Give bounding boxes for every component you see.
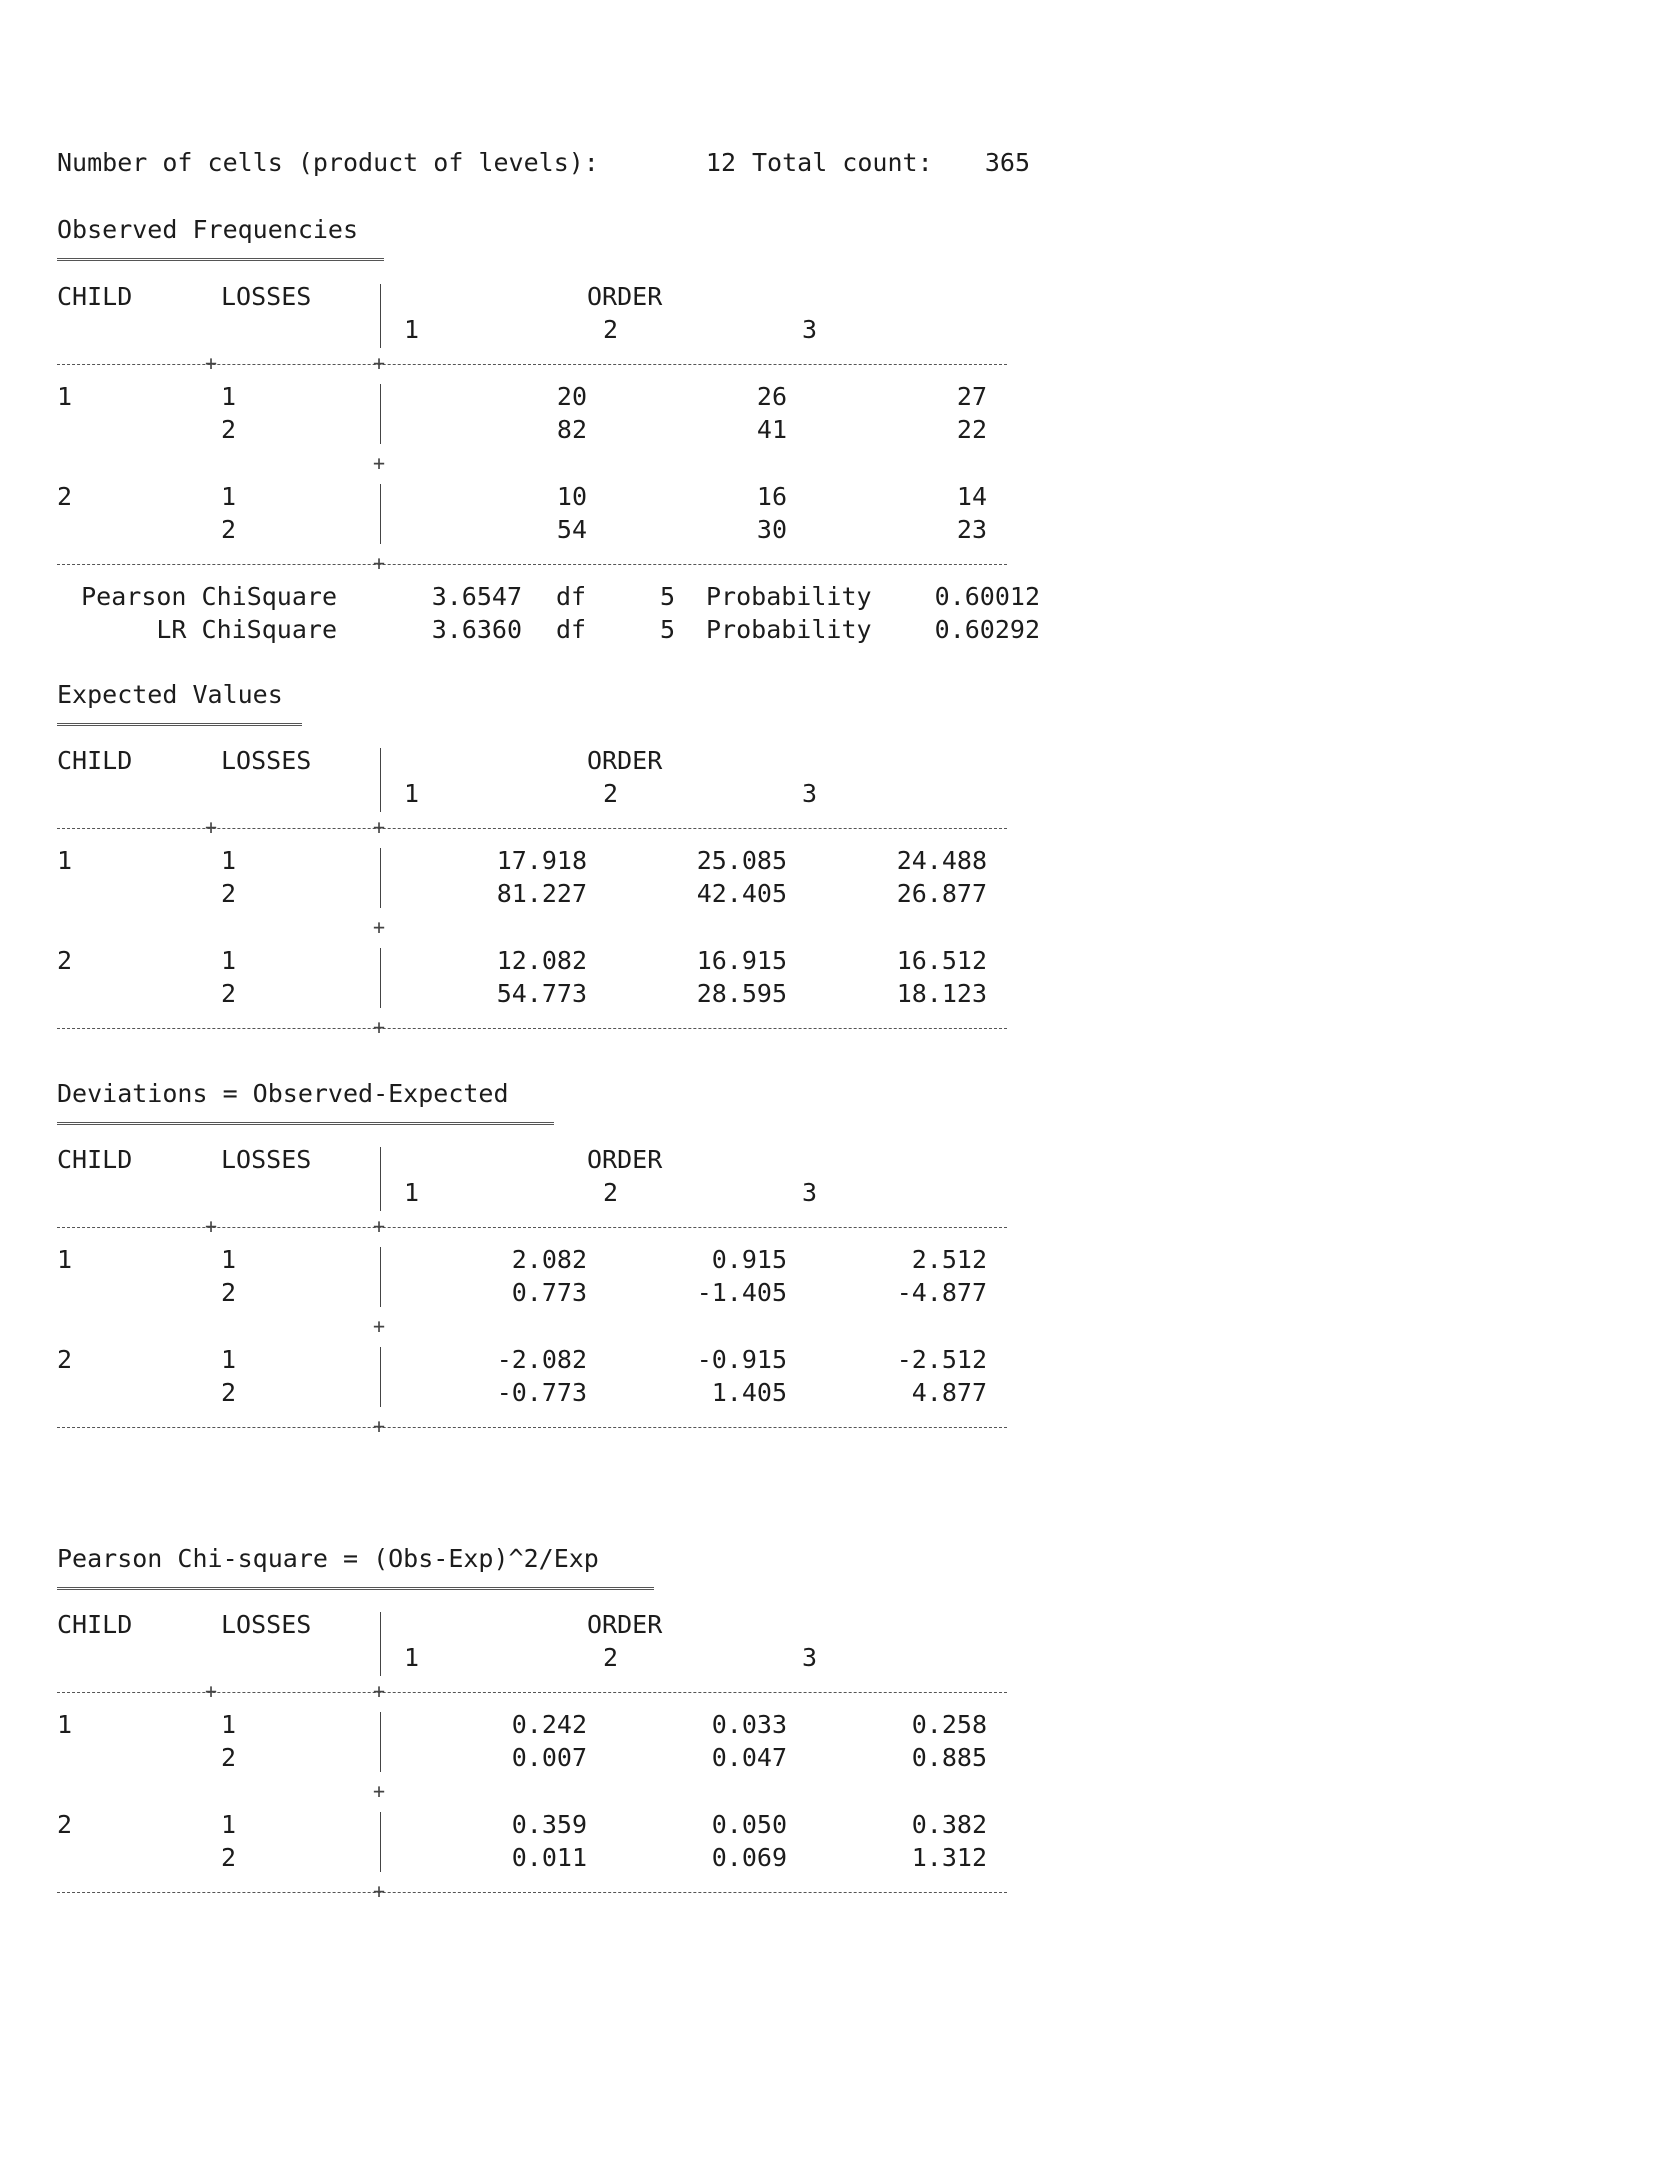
title-underline (57, 1122, 554, 1125)
losses-label: 1 (221, 482, 237, 511)
child-label: 1 (57, 846, 73, 875)
order-level-1: 1 (404, 779, 420, 808)
losses-label: 1 (221, 1810, 237, 1839)
losses-header: LOSSES (221, 1610, 312, 1639)
group-cross: + (373, 451, 386, 475)
df-value: 5 (659, 615, 675, 644)
table-cell: -4.877 (896, 1278, 987, 1307)
table-cell: 0.773 (511, 1278, 587, 1307)
table-cell: 0.915 (711, 1245, 787, 1274)
table-cell: 14 (956, 482, 987, 511)
order-level-3: 3 (802, 1178, 818, 1207)
df-value: 5 (659, 582, 675, 611)
table-cell: 1.312 (911, 1843, 987, 1872)
losses-label: 2 (221, 1743, 237, 1772)
order-header: ORDER (587, 746, 663, 775)
table-cell: 0.885 (911, 1743, 987, 1772)
order-level-1: 1 (404, 1178, 420, 1207)
table-cell: 54 (556, 515, 587, 544)
table-cell: 0.007 (511, 1743, 587, 1772)
total-count-label: Total count: (752, 148, 933, 177)
table-cell: 41 (756, 415, 787, 444)
child-header: CHILD (57, 282, 133, 311)
child-label: 2 (57, 946, 73, 975)
table-cell: -1.405 (696, 1278, 787, 1307)
section-title: Deviations = Observed-Expected (57, 1079, 509, 1108)
table-cell: 24.488 (896, 846, 987, 875)
order-level-3: 3 (802, 315, 818, 344)
section-title: Expected Values (57, 680, 283, 709)
separator-cross: + (373, 1015, 386, 1039)
stat-label: Pearson ChiSquare (81, 582, 337, 611)
child-label: 2 (57, 1345, 73, 1374)
table-cell: 0.050 (711, 1810, 787, 1839)
header-separator (57, 1692, 1007, 1693)
header-separator (57, 828, 1007, 829)
separator-cross: + (373, 1214, 386, 1238)
probability-label: Probability (706, 582, 872, 611)
table-cell: 42.405 (696, 879, 787, 908)
group-cross: + (373, 1779, 386, 1803)
table-cell: 20 (556, 382, 587, 411)
separator-cross: + (373, 1414, 386, 1438)
table-cell: 10 (556, 482, 587, 511)
row-divider (380, 1247, 381, 1307)
table-cell: 54.773 (496, 979, 587, 1008)
table-bottom-rule (57, 1028, 1007, 1029)
section-title: Observed Frequencies (57, 215, 359, 244)
table-cell: 2.082 (511, 1245, 587, 1274)
child-header: CHILD (57, 1610, 133, 1639)
separator-cross: + (205, 1679, 218, 1703)
order-level-2: 2 (603, 1178, 619, 1207)
order-level-3: 3 (802, 779, 818, 808)
table-cell: 25.085 (696, 846, 787, 875)
separator-cross: + (373, 351, 386, 375)
order-level-2: 2 (603, 779, 619, 808)
losses-label: 1 (221, 382, 237, 411)
row-divider (380, 1812, 381, 1872)
title-underline (57, 1587, 654, 1590)
table-cell: -0.915 (696, 1345, 787, 1374)
table-cell: 0.069 (711, 1843, 787, 1872)
group-cross: + (373, 1314, 386, 1338)
order-level-3: 3 (802, 1643, 818, 1672)
table-cell: 23 (956, 515, 987, 544)
table-bottom-rule (57, 564, 1007, 565)
separator-cross: + (373, 1679, 386, 1703)
table-cell: 18.123 (896, 979, 987, 1008)
table-cell: 0.011 (511, 1843, 587, 1872)
table-cell: 22 (956, 415, 987, 444)
probability-value: 0.60292 (934, 615, 1040, 644)
losses-label: 2 (221, 1843, 237, 1872)
child-header: CHILD (57, 1145, 133, 1174)
row-divider (380, 484, 381, 544)
df-label: df (556, 615, 587, 644)
table-cell: -2.082 (496, 1345, 587, 1374)
separator-cross: + (205, 815, 218, 839)
table-cell: 26.877 (896, 879, 987, 908)
df-label: df (556, 582, 587, 611)
title-underline (57, 723, 302, 726)
table-cell: 2.512 (911, 1245, 987, 1274)
table-cell: 0.047 (711, 1743, 787, 1772)
losses-label: 1 (221, 846, 237, 875)
order-level-2: 2 (603, 315, 619, 344)
group-cross: + (373, 915, 386, 939)
probability-value: 0.60012 (934, 582, 1040, 611)
losses-header: LOSSES (221, 282, 312, 311)
stat-label: LR ChiSquare (156, 615, 337, 644)
table-bottom-rule (57, 1427, 1007, 1428)
order-header: ORDER (587, 282, 663, 311)
probability-label: Probability (706, 615, 872, 644)
separator-cross: + (373, 1879, 386, 1903)
row-divider (380, 948, 381, 1008)
separator-cross: + (205, 351, 218, 375)
cells-value: 12 (705, 148, 736, 177)
order-header: ORDER (587, 1610, 663, 1639)
table-cell: -0.773 (496, 1378, 587, 1407)
table-cell: 0.258 (911, 1710, 987, 1739)
table-cell: 26 (756, 382, 787, 411)
losses-label: 2 (221, 1378, 237, 1407)
table-cell: 27 (956, 382, 987, 411)
losses-label: 2 (221, 1278, 237, 1307)
losses-label: 1 (221, 1710, 237, 1739)
order-level-1: 1 (404, 315, 420, 344)
separator-cross: + (205, 1214, 218, 1238)
total-count-value: 365 (984, 148, 1030, 177)
child-label: 1 (57, 1710, 73, 1739)
losses-label: 2 (221, 515, 237, 544)
separator-cross: + (373, 551, 386, 575)
stat-value: 3.6547 (431, 582, 522, 611)
child-header: CHILD (57, 746, 133, 775)
table-cell: 81.227 (496, 879, 587, 908)
header-separator (57, 364, 1007, 365)
cells-label: Number of cells (product of levels): (57, 148, 599, 177)
table-cell: 16.915 (696, 946, 787, 975)
table-bottom-rule (57, 1892, 1007, 1893)
table-cell: 16.512 (896, 946, 987, 975)
table-cell: 1.405 (711, 1378, 787, 1407)
row-divider (380, 848, 381, 908)
separator-cross: + (373, 815, 386, 839)
row-divider (380, 384, 381, 444)
order-header: ORDER (587, 1145, 663, 1174)
child-label: 1 (57, 1245, 73, 1274)
losses-label: 2 (221, 979, 237, 1008)
column-divider (380, 748, 381, 812)
row-divider (380, 1347, 381, 1407)
column-divider (380, 1612, 381, 1676)
table-cell: 0.033 (711, 1710, 787, 1739)
losses-header: LOSSES (221, 746, 312, 775)
table-cell: 0.382 (911, 1810, 987, 1839)
table-cell: 82 (556, 415, 587, 444)
child-label: 1 (57, 382, 73, 411)
table-cell: 0.359 (511, 1810, 587, 1839)
section-title: Pearson Chi-square = (Obs-Exp)^2/Exp (57, 1544, 599, 1573)
table-cell: 30 (756, 515, 787, 544)
order-level-2: 2 (603, 1643, 619, 1672)
table-cell: 17.918 (496, 846, 587, 875)
table-cell: 16 (756, 482, 787, 511)
table-cell: 12.082 (496, 946, 587, 975)
losses-label: 2 (221, 415, 237, 444)
table-cell: 4.877 (911, 1378, 987, 1407)
losses-label: 2 (221, 879, 237, 908)
table-cell: 28.595 (696, 979, 787, 1008)
order-level-1: 1 (404, 1643, 420, 1672)
losses-header: LOSSES (221, 1145, 312, 1174)
column-divider (380, 284, 381, 348)
table-cell: 0.242 (511, 1710, 587, 1739)
table-cell: -2.512 (896, 1345, 987, 1374)
title-underline (57, 258, 384, 261)
child-label: 2 (57, 482, 73, 511)
losses-label: 1 (221, 1345, 237, 1374)
row-divider (380, 1712, 381, 1772)
header-separator (57, 1227, 1007, 1228)
losses-label: 1 (221, 1245, 237, 1274)
child-label: 2 (57, 1810, 73, 1839)
column-divider (380, 1147, 381, 1211)
stat-value: 3.6360 (431, 615, 522, 644)
losses-label: 1 (221, 946, 237, 975)
